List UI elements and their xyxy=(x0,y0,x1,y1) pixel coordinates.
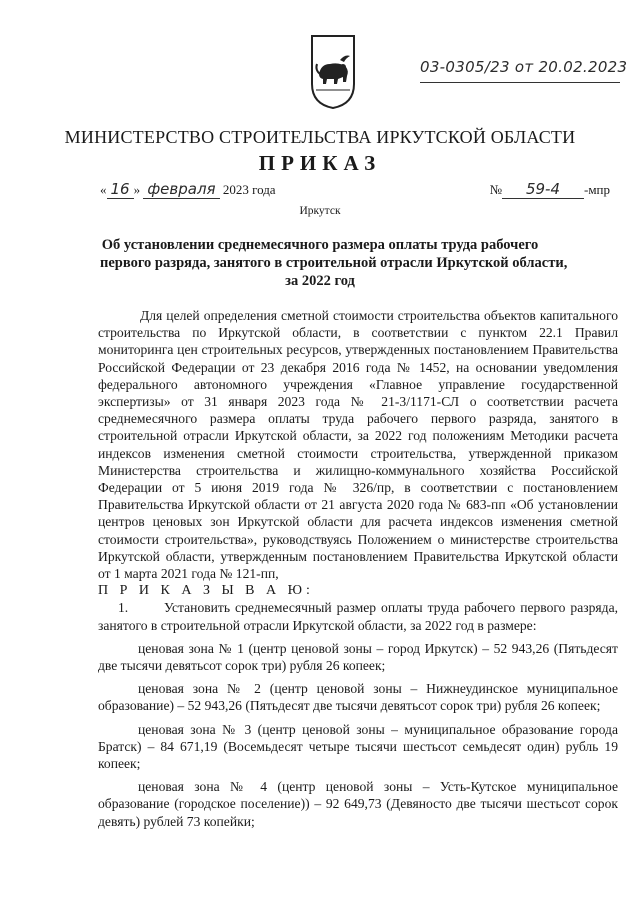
number-suffix: -мпр xyxy=(583,182,610,197)
ministry-name: МИНИСТЕРСТВО СТРОИТЕЛЬСТВА ИРКУТСКОЙ ОБЛАСТИ xyxy=(64,127,576,147)
date-number-line xyxy=(100,180,610,204)
document-type: ПРИКАЗ xyxy=(258,151,382,175)
date-year: 2023 года xyxy=(222,182,276,197)
zone-item: ценовая зона № 4 (центр ценовой зоны – Усть-Кутское муниципальное образование (городское поселение)) – 92 649,73 (Девяносто две тысячи шестьсот сорок девять) рублей 73 копейки; xyxy=(98,779,618,829)
order-date: « 16 » февраля 2023 года xyxy=(100,180,276,198)
number-prefix: № xyxy=(489,182,502,197)
title-line-1: Об установлении среднемесячного размера оплаты труда рабочего xyxy=(101,237,539,253)
title-line-3: за 2022 год xyxy=(285,273,355,289)
title-line-2: первого разряда, занятого в строительной отрасли Иркутской области, xyxy=(100,255,568,271)
number-value: 59-4 xyxy=(502,180,584,199)
order-number xyxy=(490,180,610,199)
preamble-paragraph: Для целей определения сметной стоимости строительства объектов капитального строительства по Иркутской области, в соответствии с пунктом 22.1 Правил мониторинга цен строительных ресурсов, утвержденных постановлением Правительства Российской Федерации от 23 декабря 2016 года № 1452, на основании уведомления федерального автономного учреждения «Главное управление государственной экспертизы» от 31 января 2023 года № 21-3/1171-СЛ о соответствии расчета среднемесячного размера оплаты труда рабочего первого разряда, занятого в строительной отрасли Иркутской области, за 2022 год положениям Методики расчета индексов изменения сметной стоимости строительства, утвержденной приказом Министерства строительства и жилищно-коммунального хозяйства Российской Федерации от 5 июня 2019 года № 326/пр, в соответствии с постановлением Правительства Иркутской области от 21 августа 2020 года № 683-пп «Об установлении центров ценовых зон Иркутской области для расчета индексов изменения сметной стоимости строительства», руководствуясь Положением о министерстве строительства Иркутской области, утвержденным постановлением Правительства Иркутской области от 1 марта 2021 года № 121-пп, xyxy=(98,308,618,582)
document-body xyxy=(98,307,618,830)
zone-item: ценовая зона № 3 (центр ценовой зоны – муниципальное образование города Братск) – 84 671,19 (Восемьдесят четыре тысячи шестьсот семьдесят один) рубль 19 копеек; xyxy=(98,721,618,772)
order-word: П Р И К А З Ы В А Ю: xyxy=(98,583,314,599)
date-month: февраля xyxy=(143,180,219,199)
city: Иркутск xyxy=(299,205,341,217)
registration-number: 03-0305/23 от 20.02.2023 xyxy=(420,56,620,83)
item-1 xyxy=(98,599,618,633)
item-1-text: Установить среднемесячный размер оплаты труда рабочего первого разряда, занятого в строительной отрасли Иркутской области, за 2022 год в размере: xyxy=(98,600,618,633)
zone-item: ценовая зона № 1 (центр ценовой зоны – город Иркутск) – 52 943,26 (Пятьдесят две тысячи девятьсот сорок три) рубля 26 копеек; xyxy=(98,640,618,674)
item-1-number: 1. xyxy=(118,600,129,616)
zone-item: ценовая зона № 2 (центр ценовой зоны – Нижнеудинское муниципальное образование) – 52 943,26 (Пятьдесят две тысячи девятьсот сорок три) рубля 26 копеек; xyxy=(98,681,618,714)
date-day: 16 xyxy=(107,180,134,199)
document-title xyxy=(100,236,568,290)
coat-of-arms-icon xyxy=(310,34,356,110)
